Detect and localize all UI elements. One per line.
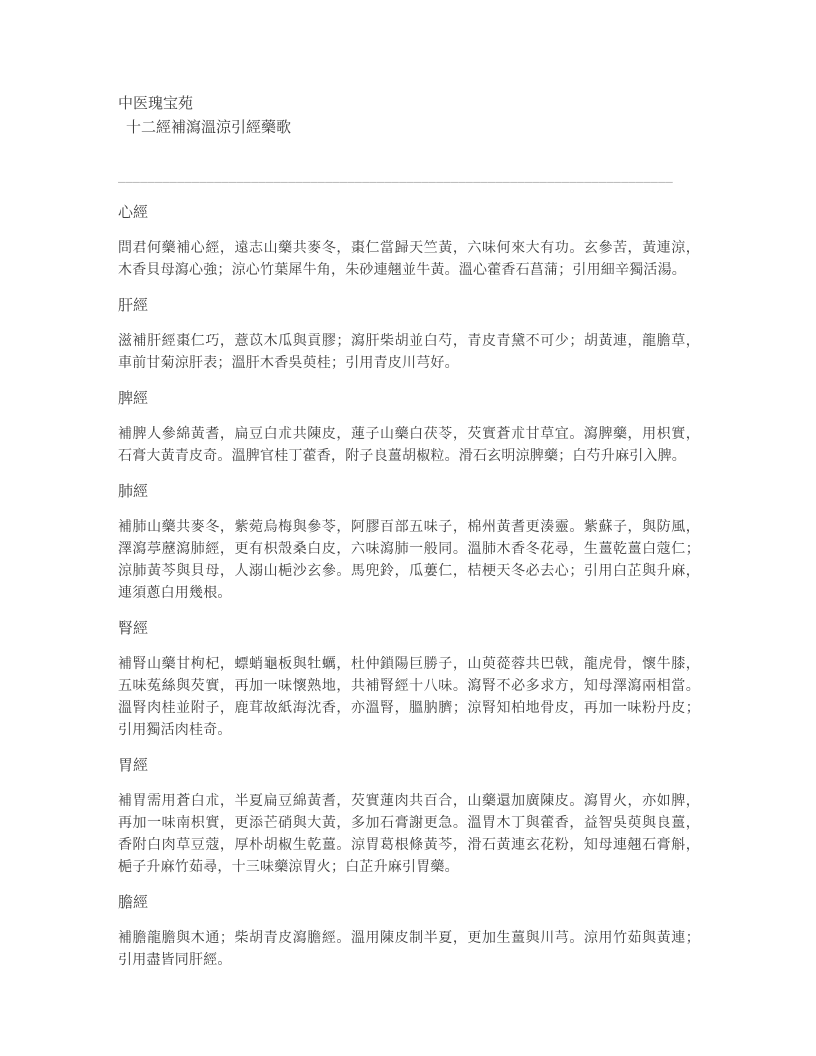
section-body: 滋補肝經棗仁巧，薏苡木瓜與貢膠；瀉肝柴胡並白芍，青皮青黛不可少；胡黃連，龍膽草，車前甘菊涼肝表；溫肝木香吳萸桂；引用青皮川芎好。 bbox=[118, 334, 700, 371]
section-heading: 膽經 bbox=[118, 895, 149, 911]
section-heading: 肝經 bbox=[118, 298, 149, 314]
section-heading: 肺經 bbox=[118, 484, 149, 500]
section-body: 補脾人參綿黃耆，扁豆白朮共陳皮，蓮子山藥白茯苓，芡實蒼朮甘草宜。瀉脾藥，用枳實，石膏大黃青皮奇。溫脾官桂丁藿香，附子良薑胡椒粒。滑石玄明涼脾藥；白芍升麻引入脾。 bbox=[118, 427, 700, 464]
section-stomach-meridian bbox=[118, 755, 700, 879]
section-body: 補胃需用蒼白朮，半夏扁豆綿黃耆，芡實蓮肉共百合，山藥還加廣陳皮。瀉胃火，亦如脾，再加一味南枳實，更添芒硝與大黃，多加石膏謝更急。溫胃木丁與藿香，益智吳萸與良薑，香附白肉草豆蔻，厚朴胡椒生乾薑。涼胃葛根條黃芩，滑石黃連玄花粉，知母連翹石膏斛，梔子升麻竹茹尋，十三味藥涼胃火；白芷升麻引胃藥。 bbox=[118, 794, 700, 875]
section-lung-meridian bbox=[118, 481, 700, 605]
section-body: 補腎山藥甘枸杞，螵蛸龜板與牡蠣，杜仲鎖陽巨勝子，山萸蓯蓉共巴戟，龍虎骨，懷牛膝，五味菟絲與芡實，再加一味懷熟地，共補腎經十八味。瀉腎不必多求方，知母澤瀉兩相當。溫腎肉桂並附子，鹿茸故紙海沈香，亦溫腎，膃肭臍；涼腎知柏地骨皮，再加一味粉丹皮；引用獨活肉桂奇。 bbox=[118, 657, 700, 738]
section-heading: 心經 bbox=[118, 205, 149, 221]
section-kidney-meridian bbox=[118, 618, 700, 742]
section-body: 問君何藥補心經，遠志山藥共麥冬，棗仁當歸天竺黃，六味何來大有功。玄參苦，黃連涼，木香貝母瀉心強；涼心竹葉犀牛角，朱砂連翹並牛黃。溫心藿香石菖蒲；引用細辛獨活湯。 bbox=[118, 241, 700, 278]
document-body bbox=[118, 92, 700, 985]
section-body: 補肺山藥共麥冬，紫菀烏梅與參苓，阿膠百部五味子，棉州黃耆更湊靈。紫蘇子，與防風，澤瀉葶藶瀉肺經，更有枳殼桑白皮，六味瀉肺一般同。溫肺木香冬花尋，生薑乾薑白蔻仁；涼肺黃芩與貝母，人溺山梔沙玄參。馬兜鈴，瓜蔞仁，桔梗天冬必去心；引用白芷與升麻，連須蔥白用幾根。 bbox=[118, 520, 700, 601]
site-title: 中医瑰宝苑 bbox=[118, 96, 194, 112]
section-liver-meridian bbox=[118, 295, 700, 375]
horizontal-divider: ___________________________________________________________________________ bbox=[118, 170, 673, 185]
section-body: 補膽龍膽與木通；柴胡青皮瀉膽經。溫用陳皮制半夏，更加生薑與川芎。涼用竹茹與黃連；引用盡皆同肝經。 bbox=[118, 931, 700, 968]
page-title: 十二經補瀉溫涼引經藥歌 bbox=[126, 120, 292, 136]
section-heading: 脾經 bbox=[118, 391, 149, 407]
section-heading: 胃經 bbox=[118, 758, 149, 774]
section-heading: 腎經 bbox=[118, 621, 149, 637]
section-heart-meridian bbox=[118, 202, 700, 282]
section-spleen-meridian bbox=[118, 388, 700, 468]
section-gallbladder-meridian bbox=[118, 892, 700, 972]
